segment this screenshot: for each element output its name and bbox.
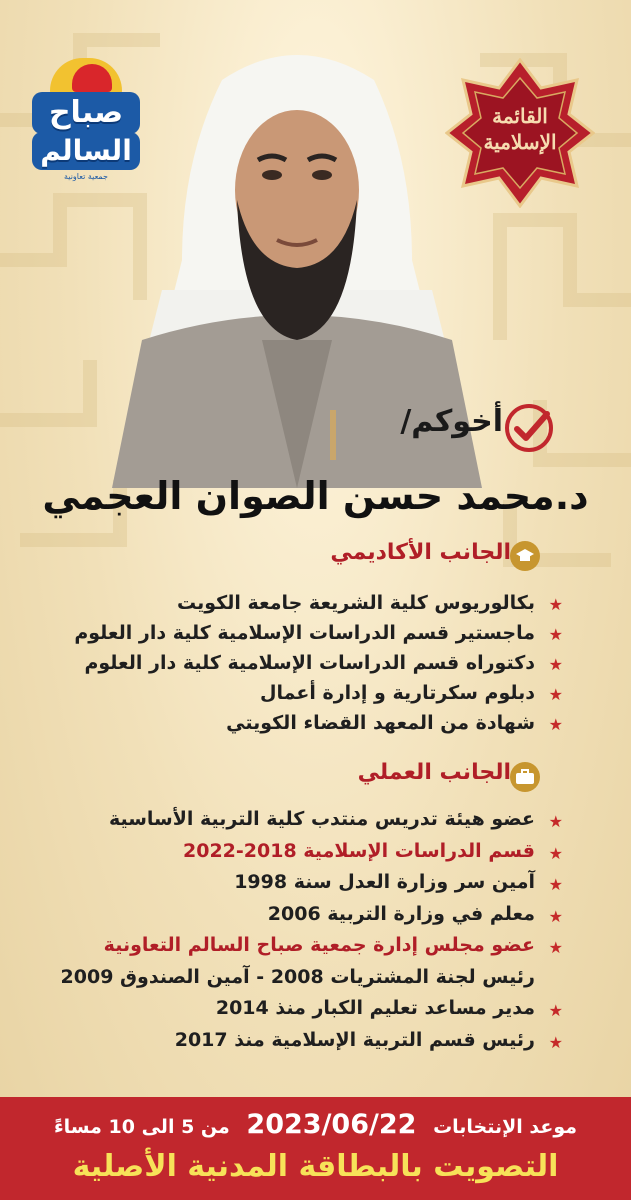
list-item — [49, 1025, 569, 1057]
practical-list — [49, 804, 569, 1056]
intro-text: أخوكم/ — [400, 404, 503, 439]
briefcase-icon — [510, 762, 540, 792]
academic-list — [49, 588, 569, 738]
list-item-text: عضو مجلس إدارة جمعية صباح السالم التعاونية — [103, 934, 535, 956]
list-item-text: رئيس قسم التربية الإسلامية منذ 2017 — [174, 1028, 535, 1051]
candidate-name: د.محمد حسن الصوان العجمي — [42, 474, 589, 518]
logo-line-1: صباح — [32, 92, 140, 134]
star-bullet-icon: ★ — [548, 875, 563, 894]
check-icon — [503, 402, 555, 454]
list-item-text: عضو هيئة تدريس منتدب كلية التربية الأساسية — [108, 808, 535, 830]
academic-section-title: الجانب الأكاديمي — [330, 540, 511, 565]
practical-section-title: الجانب العملي — [357, 760, 511, 785]
star-bullet-icon: ★ — [548, 595, 563, 614]
list-item-text: رئيس لجنة المشتريات 2008 - آمين الصندوق 2009 — [60, 965, 535, 988]
list-item — [49, 588, 569, 618]
logo-caption: جمعية تعاونية — [64, 172, 108, 181]
star-bullet-icon: ★ — [548, 715, 563, 734]
list-item-text: قسم الدراسات الإسلامية 2018-2022 — [183, 839, 535, 862]
list-item — [49, 930, 569, 962]
list-item-text: آمين سر وزارة العدل سنة 1998 — [234, 871, 535, 893]
star-bullet-icon: ★ — [548, 812, 563, 831]
emblem-line-1: القائمة — [492, 104, 548, 128]
list-item-text: دكتوراه قسم الدراسات الإسلامية كلية دار العلوم — [84, 652, 535, 674]
list-item — [49, 618, 569, 648]
list-item — [49, 678, 569, 708]
list-item — [49, 867, 569, 899]
star-bullet-icon: ★ — [548, 1001, 563, 1020]
list-item-text: مدير مساعد تعليم الكبار منذ 2014 — [215, 997, 535, 1019]
list-item-text: بكالوريوس كلية الشريعة جامعة الكويت — [177, 592, 535, 614]
election-date: 2023/06/22 — [246, 1109, 417, 1140]
star-bullet-icon: ★ — [548, 843, 563, 863]
list-item-text: ماجستير قسم الدراسات الإسلامية كلية دار العلوم — [74, 622, 535, 644]
list-item — [49, 648, 569, 678]
voting-note: التصويت بالبطاقة المدنية الأصلية — [72, 1149, 559, 1184]
list-item-text: معلم في وزارة التربية 2006 — [267, 902, 535, 925]
star-bullet-icon: ★ — [548, 906, 563, 926]
list-item-text: دبلوم سكرتارية و إدارة أعمال — [260, 682, 535, 704]
emblem-line-2: الإسلامية — [483, 130, 557, 154]
graduation-cap-icon — [510, 541, 540, 571]
list-item — [49, 708, 569, 738]
star-bullet-icon: ★ — [548, 655, 563, 674]
list-item-text: شهادة من المعهد القضاء الكويتي — [226, 712, 535, 734]
list-item — [49, 804, 569, 836]
star-bullet-icon: ★ — [548, 1032, 563, 1052]
star-bullet-icon: ★ — [548, 625, 563, 644]
list-item — [49, 836, 569, 868]
list-item — [49, 993, 569, 1025]
star-bullet-icon: ★ — [548, 685, 563, 704]
election-time: من 5 الى 10 مساءً — [53, 1116, 230, 1138]
star-bullet-icon: ★ — [548, 938, 563, 957]
election-label: موعد الإنتخابات — [433, 1116, 578, 1138]
footer-banner — [0, 1097, 631, 1200]
election-date-line — [0, 1109, 631, 1140]
logo-line-2: السالم — [32, 132, 140, 170]
list-item — [49, 899, 569, 931]
list-item — [49, 962, 569, 994]
